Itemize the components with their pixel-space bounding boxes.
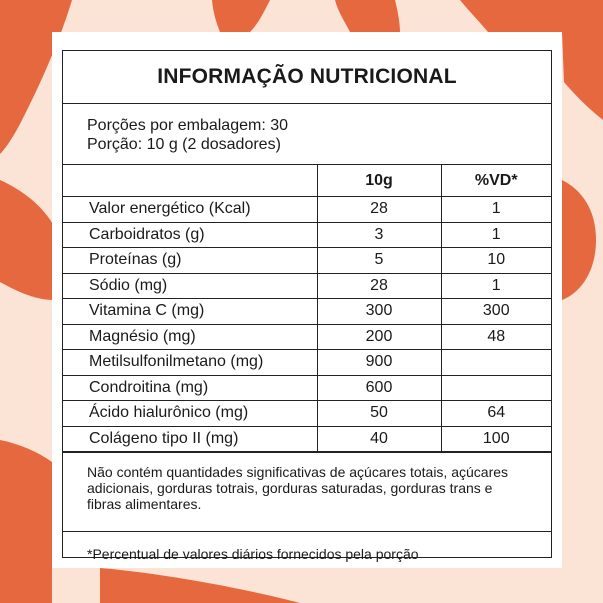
nutrient-daily-value: 48 bbox=[441, 324, 551, 350]
serving-size: Porção: 10 g (2 dosadores) bbox=[87, 136, 281, 153]
nutrient-daily-value bbox=[441, 350, 551, 376]
nutrition-facts-label bbox=[62, 50, 552, 562]
nutrient-amount: 900 bbox=[317, 350, 441, 376]
nutrient-name: Condroitina (mg) bbox=[63, 375, 317, 401]
nutrient-amount: 600 bbox=[317, 375, 441, 401]
header-amount: 10g bbox=[317, 165, 441, 197]
nutrient-amount: 40 bbox=[317, 426, 441, 452]
nutrient-amount: 28 bbox=[317, 197, 441, 223]
nutrient-name: Ácido hialurônico (mg) bbox=[63, 401, 317, 427]
servings-per-package: Porções por embalagem: 30 bbox=[87, 117, 288, 134]
table-row bbox=[63, 222, 551, 248]
header-nutrient bbox=[63, 165, 317, 197]
nutrient-name: Metilsulfonilmetano (mg) bbox=[63, 350, 317, 376]
nutrient-daily-value: 1 bbox=[441, 222, 551, 248]
nutrient-name: Valor energético (Kcal) bbox=[63, 197, 317, 223]
nutrition-table bbox=[63, 165, 551, 452]
nutrient-amount: 5 bbox=[317, 248, 441, 274]
nutrient-name: Proteínas (g) bbox=[63, 248, 317, 274]
table-row bbox=[63, 401, 551, 427]
nutrient-name: Magnésio (mg) bbox=[63, 324, 317, 350]
nutrient-daily-value bbox=[441, 375, 551, 401]
nutrient-daily-value: 100 bbox=[441, 426, 551, 452]
daily-value-note: *Percentual de valores diários fornecidos pela porção bbox=[87, 546, 419, 562]
nutrient-amount: 300 bbox=[317, 299, 441, 325]
servings-info bbox=[63, 104, 551, 165]
table-row bbox=[63, 248, 551, 274]
table-row bbox=[63, 273, 551, 299]
nutrient-daily-value: 300 bbox=[441, 299, 551, 325]
table-row bbox=[63, 426, 551, 452]
table-row bbox=[63, 375, 551, 401]
label-title: INFORMAÇÃO NUTRICIONAL bbox=[63, 51, 551, 104]
nutrient-name: Vitamina C (mg) bbox=[63, 299, 317, 325]
nutrient-amount: 28 bbox=[317, 273, 441, 299]
nutrient-daily-value: 10 bbox=[441, 248, 551, 274]
nutrient-name: Carboidratos (g) bbox=[63, 222, 317, 248]
footnote-not-significant: Não contém quantidades significativas de açúcares totais, açúcares adicionais, gorduras totrais, gorduras saturadas, gorduras trans e fibras alimentares. bbox=[63, 452, 551, 532]
table-header-row bbox=[63, 165, 551, 197]
nutrient-amount: 50 bbox=[317, 401, 441, 427]
nutrient-daily-value: 64 bbox=[441, 401, 551, 427]
nutrient-name: Sódio (mg) bbox=[63, 273, 317, 299]
table-row bbox=[63, 299, 551, 325]
nutrient-daily-value: 1 bbox=[441, 273, 551, 299]
table-row bbox=[63, 197, 551, 223]
table-row bbox=[63, 324, 551, 350]
nutrient-name: Colágeno tipo II (mg) bbox=[63, 426, 317, 452]
nutrient-amount: 3 bbox=[317, 222, 441, 248]
table-row bbox=[63, 350, 551, 376]
nutrient-daily-value: 1 bbox=[441, 197, 551, 223]
nutrient-amount: 200 bbox=[317, 324, 441, 350]
header-daily-value: %VD* bbox=[441, 165, 551, 197]
